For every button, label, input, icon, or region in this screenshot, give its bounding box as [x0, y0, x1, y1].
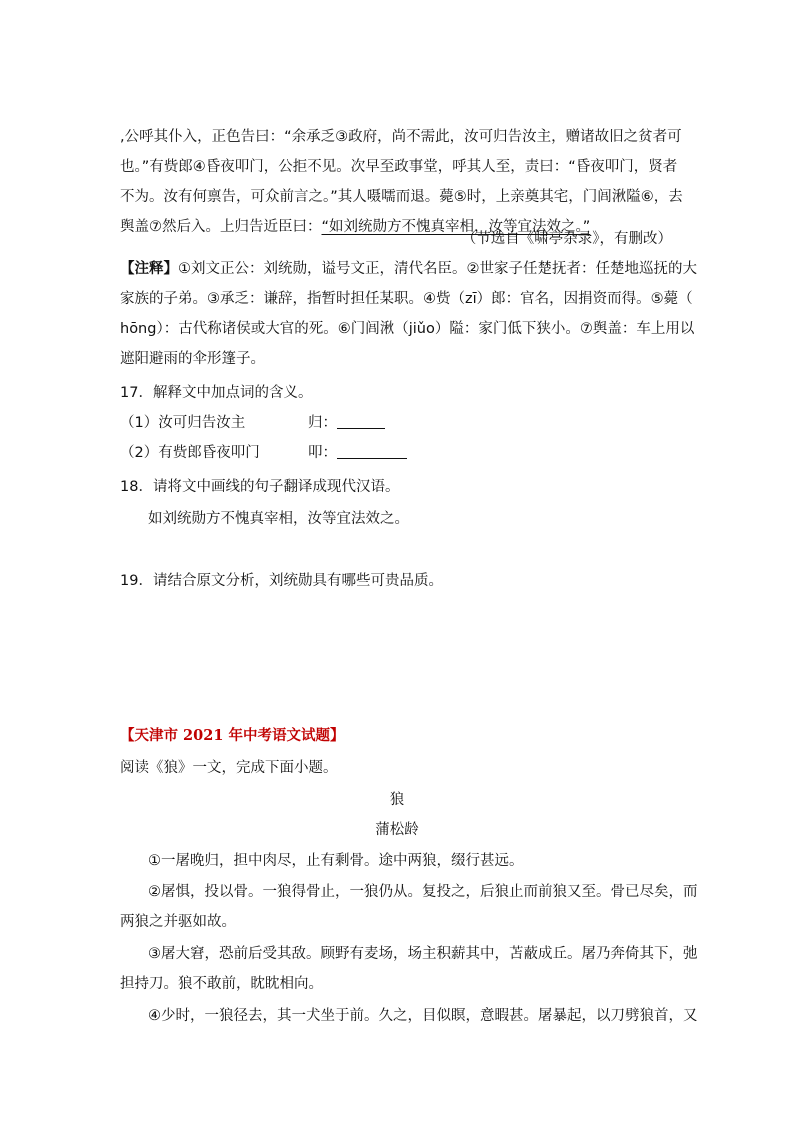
paragraph-3-line-1: ③屠大窘，恐前后受其敌。顾野有麦场，场主积薪其中，苫蔽成丘。屠乃奔倚其下，弛: [148, 946, 698, 962]
passage-line-4-text: 舆盖⑦然后入。上归告近臣曰：: [120, 219, 322, 235]
paragraph-2-line-2: 两狼之并驱如故。: [120, 914, 236, 930]
q17-item-1-term: 归：: [308, 415, 337, 431]
q19-prompt: 19．请结合原文分析，刘统勋具有哪些可贵品质。: [120, 573, 443, 589]
q17-item-2: [120, 443, 407, 463]
q17-item-1-text: （1）汝可归告汝主: [120, 415, 246, 431]
q17-answer-blank-2[interactable]: [337, 444, 407, 459]
q18-sentence: 如刘统勋方不愧真宰相，汝等宜法效之。: [148, 511, 409, 527]
notes-line-2: 家族的子弟。③承乏：谦辞，指暂时担任某职。④赀（zī）郎：官名，因捐资而得。⑤薨（: [120, 291, 693, 307]
q18-prompt: 18．请将文中画线的句子翻译成现代汉语。: [120, 479, 400, 495]
q17-answer-blank-1[interactable]: [337, 414, 385, 429]
article-title: 狼: [389, 792, 405, 808]
q17-prompt: 17．解释文中加点词的含义。: [120, 385, 313, 401]
paragraph-1: ①一屠晚归，担中肉尽，止有剩骨。途中两狼，缀行甚远。: [148, 853, 524, 869]
paragraph-3-line-2: 担持刀。狼不敢前，眈眈相向。: [120, 976, 323, 992]
article-author: 蒲松龄: [375, 822, 419, 838]
notes-label: 【注释】: [120, 261, 178, 277]
section-instruction: 阅读《狼》一文，完成下面小题。: [120, 760, 338, 776]
q17-item-1: [120, 413, 385, 433]
notes-line-4: 遮阳避雨的伞形篷子。: [120, 351, 265, 367]
passage-line-3: 不为。汝有何禀告，可众前言之。”其人嗫嚅而退。薨⑤时，上亲奠其宅，门闾湫隘⑥，去: [120, 189, 683, 205]
q17-item-2-text: （2）有赀郎昏夜叩门: [120, 445, 260, 461]
passage-line-1: ,公呼其仆入，正色告曰：“余承乏③政府，尚不需此，汝可归告汝主，赠诸故旧之贫者可: [120, 129, 682, 145]
underlined-sentence: “如刘统勋方不愧真宰相，汝等宜法效之。”: [321, 219, 591, 235]
paragraph-4-line-1: ④少时，一狼径去，其一犬坐于前。久之，目似瞑，意暇甚。屠暴起，以刀劈狼首，又: [148, 1008, 698, 1024]
section-heading: 【天津市 2021 年中考语文试题】: [120, 727, 345, 744]
passage-line-2: 也。”有赀郎④昏夜叩门，公拒不见。次早至政事堂，呼其人至，责曰：“昏夜叩门，贤者: [120, 159, 678, 175]
q17-item-2-term: 叩：: [308, 445, 337, 461]
notes-line-1: [120, 259, 697, 279]
notes-line-3: hōng）：古代称诸侯或大官的死。⑥门闾湫（jiǔo）隘：家门低下狭小。⑦舆盖：车上用以: [120, 321, 695, 337]
notes-line-1-text: ①刘文正公：刘统勋，谥号文正，清代名臣。②世家子任楚抚者：任楚地巡抚的大: [178, 261, 697, 277]
passage-source: （节选自《啸亭杂录》，有删改）: [461, 231, 672, 247]
paragraph-2-line-1: ②屠惧，投以骨。一狼得骨止，一狼仍从。复投之，后狼止而前狼又至。骨已尽矣，而: [148, 884, 698, 900]
